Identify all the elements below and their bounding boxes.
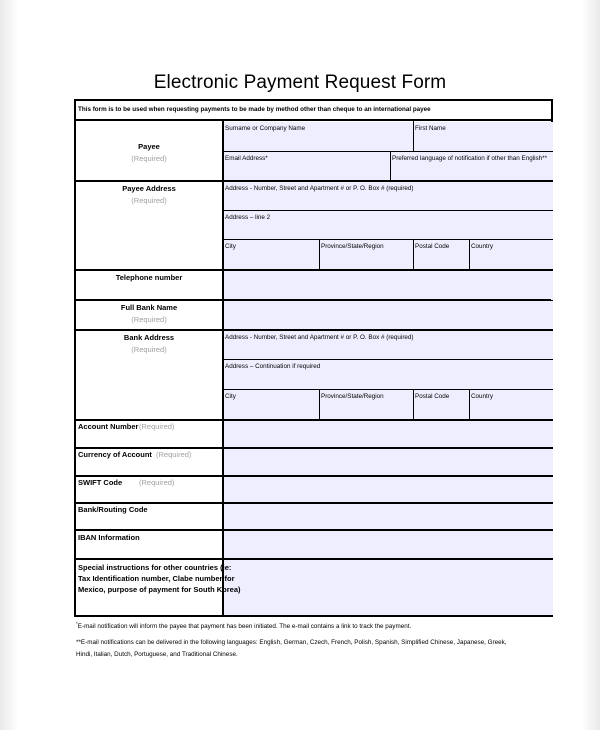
payee-country-caption: Country: [471, 243, 494, 250]
bank-postal-caption: Postal Code: [415, 393, 450, 400]
full-bank-name-label: Full Bank Name: [120, 303, 178, 312]
page-title: Electronic Payment Request Form: [153, 72, 447, 93]
bank-routing-field[interactable]: [224, 504, 553, 529]
page-edge-left: [0, 0, 18, 730]
payee-address-label: Payee Address: [122, 184, 176, 193]
payee-city-row[interactable]: [224, 240, 553, 269]
telephone-field[interactable]: [224, 271, 553, 300]
payee-postal-caption: Postal Code: [415, 243, 450, 250]
special-instructions-line3: Mexico, purpose of payment for South Korea): [78, 585, 241, 594]
account-number-field[interactable]: [224, 421, 553, 447]
iban-field[interactable]: [224, 531, 553, 558]
account-number-required: (Required): [139, 422, 175, 431]
bank-address-continuation-caption: Address – Continuation if required: [225, 363, 321, 370]
email-caption: Email Address*: [225, 155, 268, 162]
full-bank-name-required: (Required): [131, 315, 167, 324]
bank-address-line1-caption: Address - Number, Street and Apartment # or P. O. Box # (required): [225, 334, 414, 341]
bank-address-required: (Required): [131, 345, 167, 354]
payee-label: Payee: [138, 142, 160, 151]
first-name-caption: First Name: [415, 125, 446, 132]
payee-address-line1-caption: Address - Number, Street and Apartment # or P. O. Box # (required): [225, 185, 414, 192]
payee-address-line2-field[interactable]: [224, 211, 553, 239]
bank-country-caption: Country: [471, 393, 494, 400]
swift-label: SWIFT Code: [78, 478, 123, 487]
footnote-2-line1: **E-mail notifications can be delivered in the following languages: English, German, Czech, French, Polish, Spanish, Simplified Chinese, Japanese, Greek,: [76, 639, 507, 647]
account-number-label: Account Number: [78, 422, 139, 431]
footnote-2-line2: Hindi, Italian, Dutch, Portuguese, and Traditional Chinese.: [76, 651, 238, 659]
bank-province-caption: Province/State/Region: [321, 393, 384, 400]
payee-province-caption: Province/State/Region: [321, 243, 384, 250]
bank-city-caption: City: [225, 393, 236, 400]
special-instructions-field[interactable]: [224, 560, 553, 615]
preferred-language-caption: Preferred language of notification if other than English**: [392, 155, 548, 162]
payment-form: [74, 99, 553, 617]
payee-address-line2-caption: Address – line 2: [225, 214, 271, 221]
currency-field[interactable]: [224, 449, 553, 475]
form-intro: This form is to be used when requesting payments to be made by method other than cheque to an international payee: [78, 106, 431, 113]
surname-caption: Surname or Company Name: [225, 125, 306, 132]
footnote-1: *E-mail notification will inform the payee that payment has been initiated. The e-mail contains a link to track the payment.: [76, 621, 412, 631]
special-instructions-line1: Special instructions for other countries (ie:: [78, 563, 232, 572]
bank-city-row[interactable]: [224, 390, 553, 419]
page-edge-right: [582, 0, 600, 730]
currency-label: Currency of Account: [78, 450, 152, 459]
bank-name-field[interactable]: [224, 301, 553, 329]
footnotes: [76, 618, 556, 661]
bank-address-label: Bank Address: [123, 333, 175, 342]
telephone-label: Telephone number: [115, 273, 183, 282]
payee-required: (Required): [131, 154, 167, 163]
payee-address-required: (Required): [131, 196, 167, 205]
swift-field[interactable]: [224, 477, 553, 502]
special-instructions-line2: Tax Identification number, Clabe number for: [78, 574, 235, 583]
payee-city-caption: City: [225, 243, 236, 250]
iban-label: IBAN Information: [78, 533, 140, 542]
swift-required: (Required): [139, 478, 175, 487]
bank-routing-label: Bank/Routing Code: [78, 505, 148, 514]
currency-required: (Required): [156, 450, 192, 459]
